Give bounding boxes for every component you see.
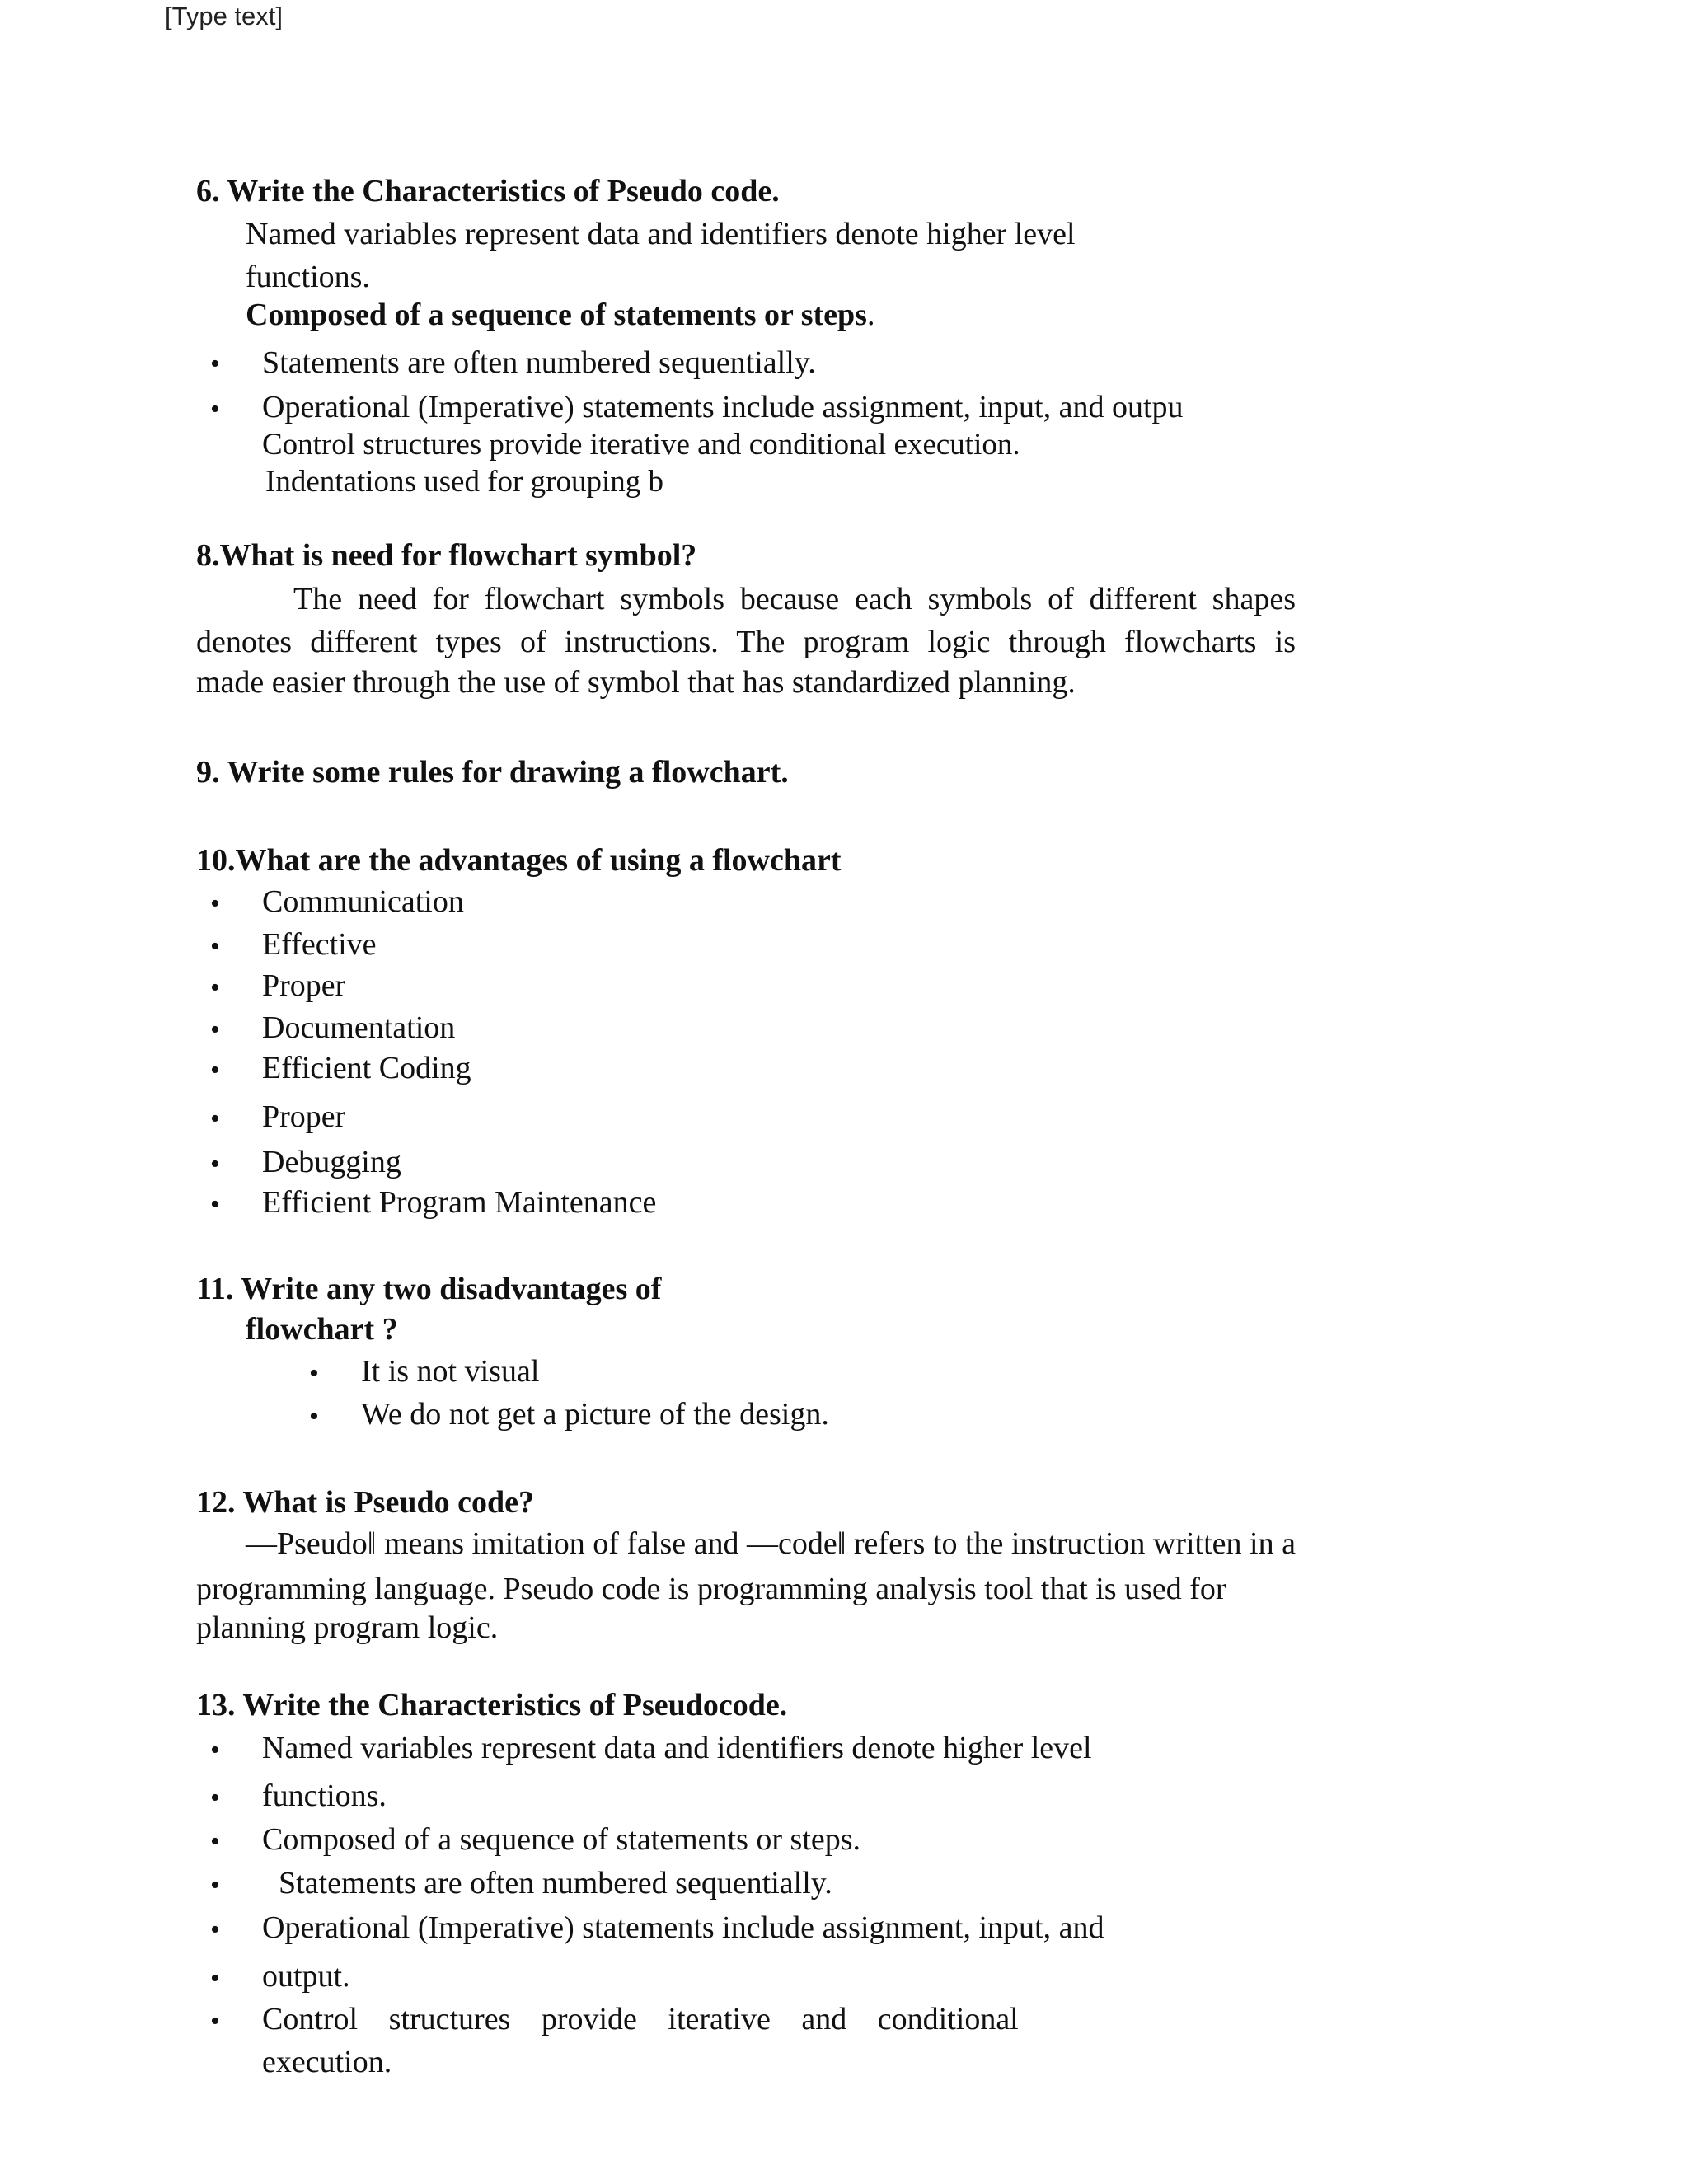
bullet-icon: • xyxy=(210,2006,220,2036)
q6-line3 xyxy=(246,297,874,333)
q9-title: 9. Write some rules for drawing a flowchart. xyxy=(196,755,789,790)
q10-bullet-7: Debugging xyxy=(262,1145,401,1179)
q13-bullet-6: output. xyxy=(262,1959,350,1994)
bullet-icon: • xyxy=(210,1915,220,1945)
header-placeholder: [Type text] xyxy=(165,2,284,30)
q10-bullet-3: Proper xyxy=(262,968,346,1003)
q6-line4: Control structures provide iterative and conditional execution. xyxy=(262,428,1020,462)
bullet-icon: • xyxy=(210,931,220,962)
q6-line1: Named variables represent data and identifiers denote higher level xyxy=(246,217,1076,251)
q13-bullet-4: Statements are often numbered sequentially. xyxy=(279,1866,832,1900)
q6-line2: functions. xyxy=(246,260,370,294)
bullet-icon: • xyxy=(210,1826,220,1857)
q12-line1: —Pseudo‖ means imitation of false and —code‖ refers to the instruction written in a xyxy=(246,1526,1296,1561)
q11-bullet-2: We do not get a picture of the design. xyxy=(361,1397,829,1432)
q11-title-line1: 11. Write any two disadvantages of xyxy=(196,1272,662,1306)
q13-bullet-1: Named variables represent data and identifiers denote higher level xyxy=(262,1731,1092,1765)
q10-bullet-8: Efficient Program Maintenance xyxy=(262,1185,657,1220)
bullet-icon: • xyxy=(210,1783,220,1813)
q10-bullet-1: Communication xyxy=(262,884,464,919)
q12-title: 12. What is Pseudo code? xyxy=(196,1485,534,1520)
q6-line3-bold: Composed of a sequence of statements or steps xyxy=(246,298,867,332)
bullet-icon: • xyxy=(210,1149,220,1179)
bullet-icon: • xyxy=(210,972,220,1003)
q13-bullet-7: Control structures provide iterative and conditional xyxy=(262,2002,1019,2036)
q13-title: 13. Write the Characteristics of Pseudocode. xyxy=(196,1688,788,1722)
q13-bullet-5: Operational (Imperative) statements include assignment, input, and xyxy=(262,1910,1104,1945)
q6-bullet-1: Statements are often numbered sequentially. xyxy=(262,345,816,380)
q10-title: 10.What are the advantages of using a flowchart xyxy=(196,843,842,878)
q13-bullet-2: functions. xyxy=(262,1779,387,1813)
q6-title: 6. Write the Characteristics of Pseudo code. xyxy=(196,174,780,209)
q12-line2: programming language. Pseudo code is programming analysis tool that is used for xyxy=(196,1572,1226,1606)
bullet-icon: • xyxy=(210,1963,220,1994)
bullet-icon: • xyxy=(210,1015,220,1045)
bullet-icon: • xyxy=(210,349,220,379)
q11-title-line2: flowchart ? xyxy=(246,1312,398,1347)
q6-bullet-2: Operational (Imperative) statements include assignment, input, and outpu xyxy=(262,390,1184,424)
q10-bullet-5: Efficient Coding xyxy=(262,1051,471,1085)
bullet-icon: • xyxy=(210,1735,220,1765)
q6-line5: Indentations used for grouping b xyxy=(265,465,663,499)
bullet-icon: • xyxy=(210,1189,220,1220)
q12-line3: planning program logic. xyxy=(196,1610,499,1645)
q8-para-line2: denotes different types of instructions. The program logic through flowcharts is xyxy=(196,625,1296,659)
bullet-icon: • xyxy=(309,1401,319,1432)
q6-line3-end: . xyxy=(866,298,875,332)
q8-para-line3: made easier through the use of symbol that has standardized planning. xyxy=(196,665,1076,700)
bullet-icon: • xyxy=(210,394,220,424)
q10-bullet-6: Proper xyxy=(262,1099,346,1134)
q8-para-line1: The need for flowchart symbols because each symbols of different shapes xyxy=(293,582,1296,616)
bullet-icon: • xyxy=(210,888,220,919)
bullet-icon: • xyxy=(210,1104,220,1134)
bullet-icon: • xyxy=(210,1055,220,1085)
bullet-icon: • xyxy=(210,1870,220,1900)
q13-bullet-3: Composed of a sequence of statements or steps. xyxy=(262,1822,861,1857)
q13-last-line: execution. xyxy=(262,2045,392,2079)
q11-bullet-1: It is not visual xyxy=(361,1354,540,1389)
q10-bullet-2: Effective xyxy=(262,927,377,962)
bullet-icon: • xyxy=(309,1358,319,1389)
q8-title: 8.What is need for flowchart symbol? xyxy=(196,538,697,573)
q10-bullet-4: Documentation xyxy=(262,1010,456,1045)
